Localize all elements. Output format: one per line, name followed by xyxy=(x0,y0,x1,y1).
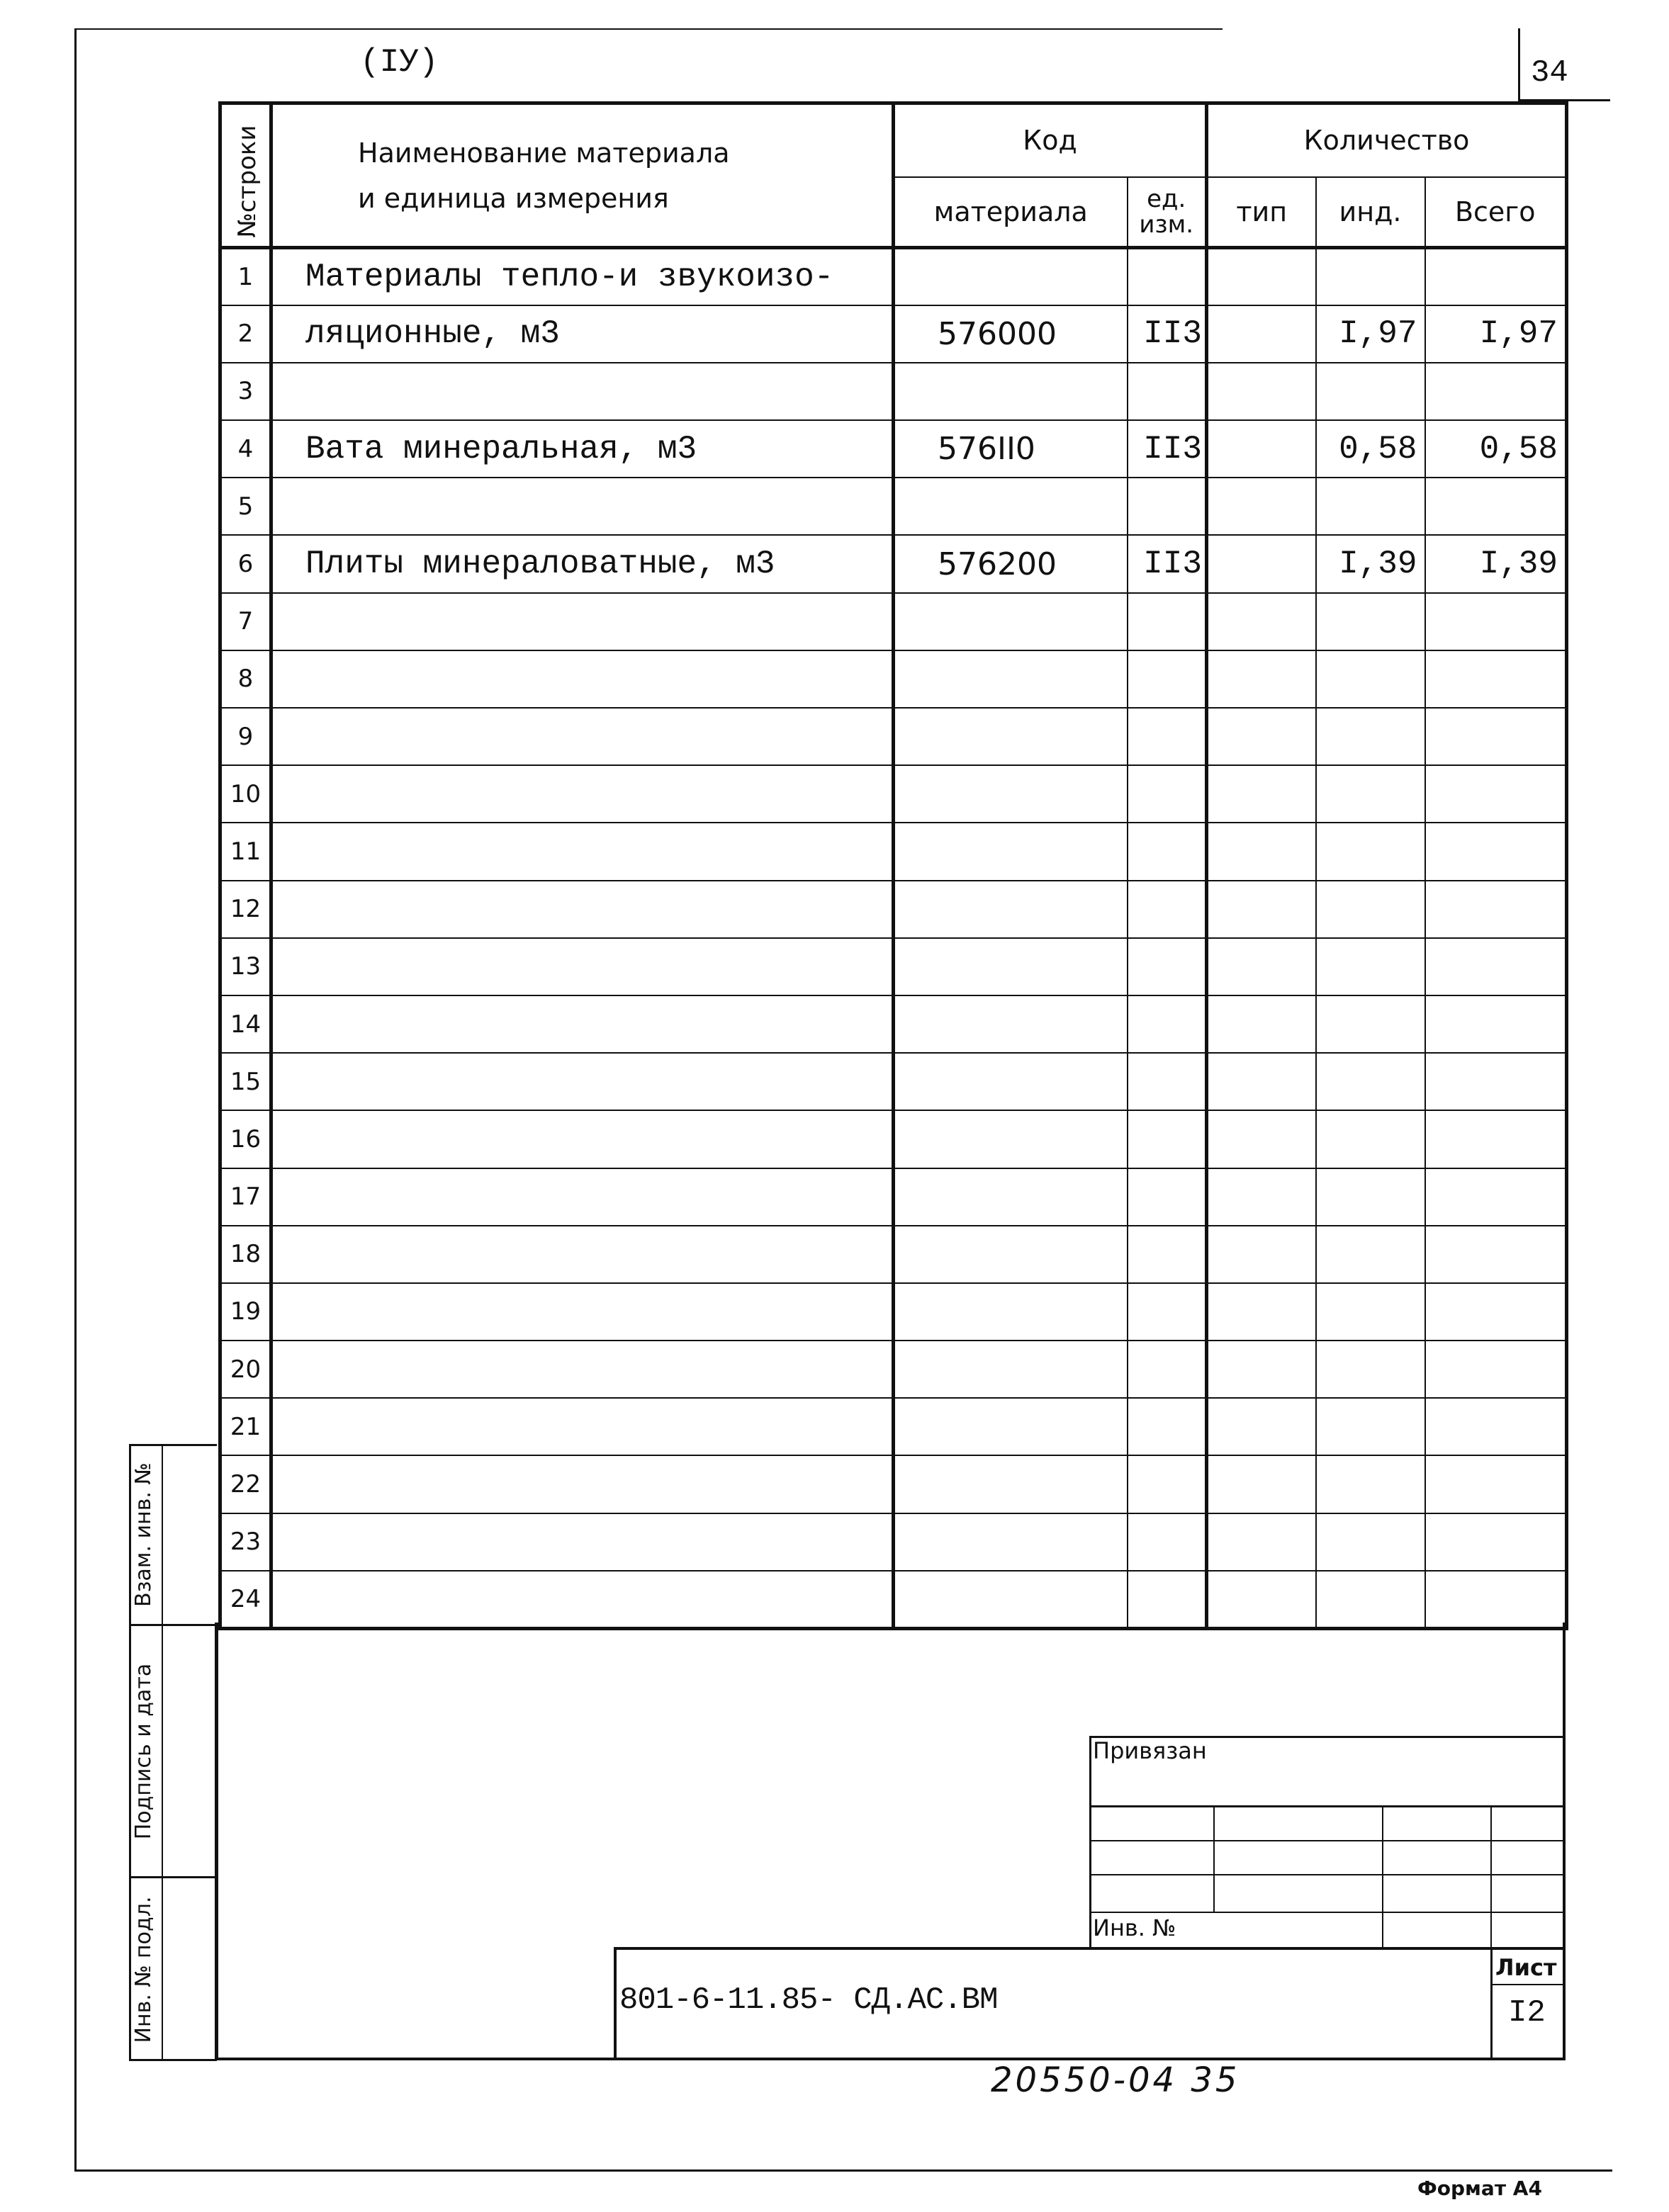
material-code xyxy=(894,995,1128,1053)
material-code xyxy=(894,1226,1128,1283)
qty-total xyxy=(1425,881,1567,938)
material-name xyxy=(271,1398,894,1455)
document-designation: 801-6-11.85- СД.АС.ВМ xyxy=(619,1982,998,2018)
row-number: 10 xyxy=(220,765,271,823)
unit-code xyxy=(1128,708,1207,765)
header-row-no: №строки xyxy=(233,125,262,238)
qty-type xyxy=(1207,1226,1316,1283)
qty-type xyxy=(1207,881,1316,938)
material-code xyxy=(894,650,1128,708)
qty-type xyxy=(1207,1571,1316,1628)
table-row xyxy=(220,478,1567,535)
row-number: 17 xyxy=(220,1168,271,1226)
unit-code xyxy=(1128,1110,1207,1168)
top-frame-line xyxy=(74,28,1223,30)
qty-total: 0,58 xyxy=(1425,420,1567,478)
qty-type xyxy=(1207,248,1316,305)
material-name xyxy=(271,1283,894,1341)
table-row xyxy=(220,535,1567,592)
material-name xyxy=(271,1341,894,1398)
unit-code xyxy=(1128,650,1207,708)
qty-type xyxy=(1207,1053,1316,1110)
table-row xyxy=(220,995,1567,1053)
qty-ind xyxy=(1316,363,1425,420)
qty-ind xyxy=(1316,1110,1425,1168)
material-name: Плиты минераловатные, м3 xyxy=(271,535,894,592)
row-number: 21 xyxy=(220,1398,271,1455)
row-number: 6 xyxy=(220,535,271,592)
material-name xyxy=(271,1053,894,1110)
unit-code xyxy=(1128,938,1207,995)
material-code xyxy=(894,823,1128,880)
qty-type xyxy=(1207,535,1316,592)
row-number: 24 xyxy=(220,1571,271,1628)
lower-box-left-line xyxy=(215,1623,218,2060)
qty-ind xyxy=(1316,708,1425,765)
qty-total xyxy=(1425,765,1567,823)
qty-ind xyxy=(1316,881,1425,938)
qty-ind xyxy=(1316,1571,1425,1628)
material-code xyxy=(894,881,1128,938)
qty-total xyxy=(1425,708,1567,765)
qty-total xyxy=(1425,650,1567,708)
header-total: Всего xyxy=(1425,177,1567,248)
material-code xyxy=(894,1053,1128,1110)
linked-grid-line-4 xyxy=(1089,1912,1564,1913)
header-qty-group: Количество xyxy=(1207,103,1567,177)
qty-total xyxy=(1425,363,1567,420)
table-row xyxy=(220,1226,1567,1283)
designation-box-top xyxy=(614,1947,1563,1950)
qty-total xyxy=(1425,823,1567,880)
table-row xyxy=(220,881,1567,938)
unit-code xyxy=(1128,1226,1207,1283)
qty-type xyxy=(1207,420,1316,478)
qty-ind xyxy=(1316,1226,1425,1283)
designation-box-left xyxy=(614,1947,617,2060)
unit-code xyxy=(1128,1513,1207,1571)
qty-total xyxy=(1425,1398,1567,1455)
qty-ind xyxy=(1316,1168,1425,1226)
unit-code xyxy=(1128,765,1207,823)
qty-total xyxy=(1425,1513,1567,1571)
table-header xyxy=(220,103,1567,248)
sheet-box-left xyxy=(1490,1947,1493,2060)
row-number: 5 xyxy=(220,478,271,535)
side-stamp-replace-inv: Взам. инв. № xyxy=(131,1462,156,1607)
row-number: 15 xyxy=(220,1053,271,1110)
linked-grid-line-1 xyxy=(1089,1805,1564,1807)
unit-code: II3 xyxy=(1128,420,1207,478)
unit-code xyxy=(1128,881,1207,938)
qty-ind xyxy=(1316,650,1425,708)
material-name xyxy=(271,1226,894,1283)
table-row xyxy=(220,593,1567,650)
qty-type xyxy=(1207,1168,1316,1226)
qty-total xyxy=(1425,938,1567,995)
table-row xyxy=(220,1110,1567,1168)
qty-type xyxy=(1207,593,1316,650)
material-name xyxy=(271,881,894,938)
table-row xyxy=(220,650,1567,708)
row-number: 11 xyxy=(220,823,271,880)
qty-total xyxy=(1425,1053,1567,1110)
material-code xyxy=(894,1168,1128,1226)
qty-ind xyxy=(1316,938,1425,995)
qty-ind xyxy=(1316,248,1425,305)
header-code: материала xyxy=(894,177,1128,248)
qty-total xyxy=(1425,1168,1567,1226)
table-row xyxy=(220,765,1567,823)
unit-code xyxy=(1128,593,1207,650)
table-row xyxy=(220,708,1567,765)
format-label: Формат А4 xyxy=(1417,2177,1542,2200)
unit-code: II3 xyxy=(1128,305,1207,363)
table-row xyxy=(220,420,1567,478)
linked-grid-line-3 xyxy=(1089,1874,1564,1875)
material-name xyxy=(271,823,894,880)
table-row xyxy=(220,305,1567,363)
side-stamp-sign-date: Подпись и дата xyxy=(131,1663,156,1840)
qty-ind: I,97 xyxy=(1316,305,1425,363)
table-row xyxy=(220,248,1567,305)
qty-type xyxy=(1207,1341,1316,1398)
material-code: 576II0 xyxy=(894,420,1128,478)
qty-ind xyxy=(1316,1455,1425,1513)
material-code xyxy=(894,708,1128,765)
material-name xyxy=(271,650,894,708)
sheet-box-divider xyxy=(1490,1984,1564,1985)
side-stamp-divider-2 xyxy=(129,1876,217,1878)
unit-code xyxy=(1128,478,1207,535)
table-row xyxy=(220,1341,1567,1398)
material-name: Вата минеральная, м3 xyxy=(271,420,894,478)
unit-code: II3 xyxy=(1128,535,1207,592)
page-number: 34 xyxy=(1531,55,1568,91)
table-row xyxy=(220,938,1567,995)
table-body xyxy=(220,248,1567,1629)
table-row xyxy=(220,823,1567,880)
qty-ind xyxy=(1316,593,1425,650)
header-row-no-cell xyxy=(220,103,271,248)
qty-type xyxy=(1207,938,1316,995)
qty-ind xyxy=(1316,478,1425,535)
material-code xyxy=(894,1513,1128,1571)
unit-code xyxy=(1128,1341,1207,1398)
unit-code xyxy=(1128,1398,1207,1455)
row-number: 19 xyxy=(220,1283,271,1341)
qty-total xyxy=(1425,1341,1567,1398)
material-code xyxy=(894,1110,1128,1168)
material-name xyxy=(271,1571,894,1628)
qty-type xyxy=(1207,708,1316,765)
row-number: 13 xyxy=(220,938,271,995)
row-number: 1 xyxy=(220,248,271,305)
qty-type xyxy=(1207,478,1316,535)
qty-ind xyxy=(1316,1341,1425,1398)
qty-type xyxy=(1207,823,1316,880)
unit-code xyxy=(1128,248,1207,305)
material-name xyxy=(271,938,894,995)
material-name xyxy=(271,995,894,1053)
row-number: 16 xyxy=(220,1110,271,1168)
handwritten-number: 20550-04 35 xyxy=(991,2060,1240,2100)
material-code xyxy=(894,593,1128,650)
material-code xyxy=(894,363,1128,420)
qty-total xyxy=(1425,248,1567,305)
qty-type xyxy=(1207,1513,1316,1571)
qty-type xyxy=(1207,1398,1316,1455)
side-stamp-divider-1 xyxy=(129,1624,217,1626)
qty-type xyxy=(1207,650,1316,708)
header-code-group: Код xyxy=(894,103,1207,177)
qty-type xyxy=(1207,1283,1316,1341)
header-unit: ед. изм. xyxy=(1128,177,1207,248)
unit-code xyxy=(1128,1283,1207,1341)
row-number: 14 xyxy=(220,995,271,1053)
qty-ind xyxy=(1316,995,1425,1053)
material-code xyxy=(894,1341,1128,1398)
header-name: Наименование материала и единица измерения xyxy=(271,103,894,248)
header-type: тип xyxy=(1207,177,1316,248)
table-row xyxy=(220,1398,1567,1455)
row-number: 12 xyxy=(220,881,271,938)
material-name xyxy=(271,363,894,420)
qty-ind xyxy=(1316,823,1425,880)
qty-type xyxy=(1207,305,1316,363)
materials-table xyxy=(218,101,1568,1630)
side-stamp-top-line xyxy=(129,1444,217,1446)
material-name xyxy=(271,1110,894,1168)
qty-type xyxy=(1207,765,1316,823)
material-code xyxy=(894,1398,1128,1455)
qty-type xyxy=(1207,1455,1316,1513)
qty-total xyxy=(1425,1571,1567,1628)
qty-total: I,39 xyxy=(1425,535,1567,592)
material-code xyxy=(894,1455,1128,1513)
page-number-divider xyxy=(1518,28,1520,99)
qty-ind xyxy=(1316,1398,1425,1455)
linked-box-left xyxy=(1089,1736,1091,1948)
table-row xyxy=(220,1571,1567,1628)
material-name xyxy=(271,765,894,823)
material-name xyxy=(271,593,894,650)
material-name: ляционные, м3 xyxy=(271,305,894,363)
table-row xyxy=(220,1283,1567,1341)
table-row xyxy=(220,1053,1567,1110)
table-row xyxy=(220,1455,1567,1513)
sheet-label: Лист xyxy=(1495,1954,1557,1981)
qty-total xyxy=(1425,1455,1567,1513)
material-code xyxy=(894,478,1128,535)
qty-ind xyxy=(1316,1053,1425,1110)
material-code xyxy=(894,1571,1128,1628)
qty-total xyxy=(1425,1226,1567,1283)
material-name xyxy=(271,1455,894,1513)
row-number: 9 xyxy=(220,708,271,765)
qty-total xyxy=(1425,593,1567,650)
material-code xyxy=(894,248,1128,305)
row-number: 23 xyxy=(220,1513,271,1571)
qty-type xyxy=(1207,1110,1316,1168)
qty-total xyxy=(1425,1110,1567,1168)
lower-box-bottom-line xyxy=(215,2058,1566,2060)
row-number: 8 xyxy=(220,650,271,708)
side-stamp-inner-line xyxy=(162,1444,163,2060)
linked-grid-col-3 xyxy=(1490,1805,1492,1947)
row-number: 3 xyxy=(220,363,271,420)
row-number: 20 xyxy=(220,1341,271,1398)
qty-total: I,97 xyxy=(1425,305,1567,363)
row-number: 2 xyxy=(220,305,271,363)
side-stamp-orig-inv: Инв. № подл. xyxy=(131,1896,156,2043)
unit-code xyxy=(1128,823,1207,880)
sheet-number: I2 xyxy=(1508,1995,1546,2031)
material-code xyxy=(894,938,1128,995)
material-name: Материалы тепло-и звукоизо- xyxy=(271,248,894,305)
qty-ind: 0,58 xyxy=(1316,420,1425,478)
unit-code xyxy=(1128,995,1207,1053)
unit-code xyxy=(1128,1053,1207,1110)
material-code xyxy=(894,1283,1128,1341)
qty-type xyxy=(1207,363,1316,420)
qty-ind xyxy=(1316,1283,1425,1341)
row-number: 18 xyxy=(220,1226,271,1283)
linked-grid-col-2 xyxy=(1382,1805,1383,1948)
linked-label: Привязан xyxy=(1093,1737,1207,1764)
material-name xyxy=(271,478,894,535)
section-mark: (IУ) xyxy=(360,44,439,81)
inv-label: Инв. № xyxy=(1093,1914,1176,1941)
qty-ind xyxy=(1316,1513,1425,1571)
qty-total xyxy=(1425,1283,1567,1341)
row-number: 4 xyxy=(220,420,271,478)
qty-ind: I,39 xyxy=(1316,535,1425,592)
qty-total xyxy=(1425,478,1567,535)
unit-code xyxy=(1128,1168,1207,1226)
qty-type xyxy=(1207,995,1316,1053)
qty-ind xyxy=(1316,765,1425,823)
table-row xyxy=(220,1513,1567,1571)
unit-code xyxy=(1128,363,1207,420)
material-name xyxy=(271,1168,894,1226)
linked-grid-col-1 xyxy=(1213,1805,1215,1912)
material-code: 576000 xyxy=(894,305,1128,363)
qty-total xyxy=(1425,995,1567,1053)
table-row xyxy=(220,363,1567,420)
material-name xyxy=(271,1513,894,1571)
header-ind: инд. xyxy=(1316,177,1425,248)
unit-code xyxy=(1128,1455,1207,1513)
row-number: 22 xyxy=(220,1455,271,1513)
side-stamp-bottom-line xyxy=(129,2059,217,2061)
unit-code xyxy=(1128,1571,1207,1628)
material-name xyxy=(271,708,894,765)
row-number: 7 xyxy=(220,593,271,650)
linked-grid-line-2 xyxy=(1089,1840,1564,1841)
material-code xyxy=(894,765,1128,823)
lower-box-right-line xyxy=(1563,1623,1566,2060)
material-code: 576200 xyxy=(894,535,1128,592)
table-row xyxy=(220,1168,1567,1226)
